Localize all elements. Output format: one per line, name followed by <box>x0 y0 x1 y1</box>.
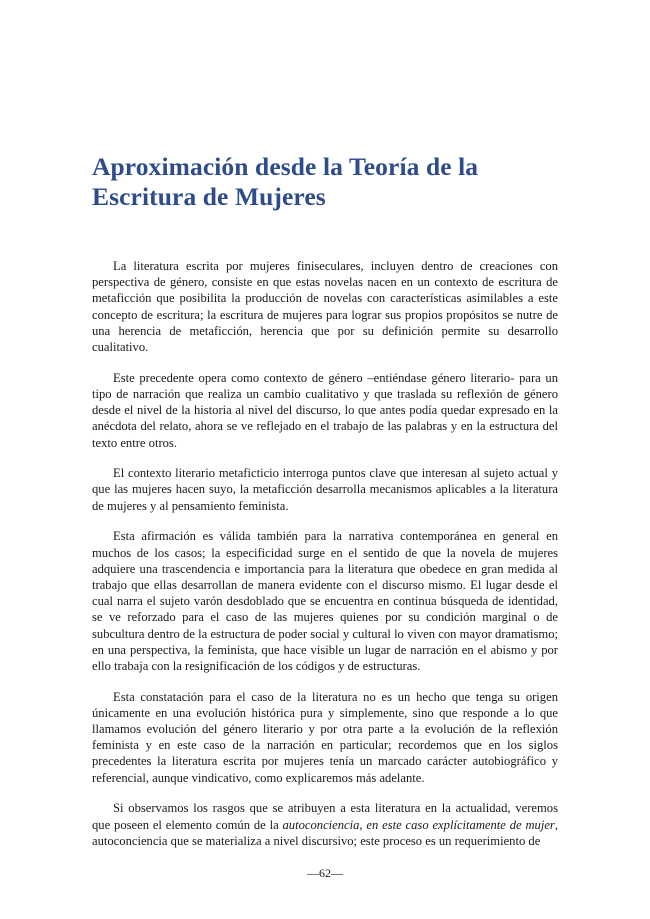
page-number: —62— <box>307 866 343 880</box>
paragraph-5: Esta constatación para el caso de la literatura no es un hecho que tenga su origen únicamente en una evolución histórica pura y simplemente, sino que responde a lo que llamamos evolución del género literario y por otra parte a la evolución de la reflexión feminista y en este caso de la narración en particular; recordemos que en los siglos precedentes la literatura escrita por mujeres tenía un marcado carácter autobiográfico y referencial, aunque vindicativo, como explicaremos más adelante. <box>92 689 558 785</box>
paragraph-4: Esta afirmación es válida también para la narrativa contemporánea en general en muchos de los casos; la especificidad surge en el sentido de que la novela de mujeres adquiere una trascendencia e importancia para la literatura que obedece en gran medida al trabajo que ellas desarrollan de manera evidente con el discurso mismo. El lugar desde el cual narra el sujeto varón desdoblado que se encuentra en continua búsqueda de identidad, se ve reforzado para el caso de las mujeres quienes por su condición marginal o de subcultura dentro de la estructura de poder social y cultural lo viven con mayor dramatismo; en una perspectiva, la feminista, que hace visible un lugar de narración en el abismo y por ello trabaja con la resignificación de los códigos y de estructuras. <box>92 529 558 673</box>
paragraph-2: Este precedente opera como contexto de género –entiéndase género literario- para un tipo de narración que realiza un cambio cualitativo y que traslada su reflexión de género desde el nivel de la historia al nivel del discurso, lo que antes podía quedar expresado en la anécdota del relato, ahora se ve reflejado en el trabajo de las palabras y en la estructura del texto entre otros. <box>92 370 558 450</box>
paragraph-6-end: , autoconciencia que se materializa a nivel discursivo; este proceso es un requerimiento de <box>92 817 558 848</box>
chapter-title: Aproximación desde la Teoría de la Escritura de Mujeres <box>92 152 479 211</box>
emphasis-text: autoconciencia, en este caso explícitamente de mujer <box>282 817 555 832</box>
paragraph-3: El contexto literario metaficticio interroga puntos clave que interesan al sujeto actual y que las mujeres hacen suyo, la metaficción desarrolla mecanismos aplicables a la literatura de mujeres y al pensamiento feminista. <box>92 466 558 513</box>
paragraph-6 <box>92 800 558 849</box>
paragraph-6-start: Si observamos los rasgos que se atribuyen a esta literatura en la actualidad, veremos que poseen el elemento común de la <box>92 801 558 832</box>
paragraph-1: La literatura escrita por mujeres finiseculares, incluyen dentro de creaciones con perspectiva de género, consiste en que estas novelas nacen en un contexto de escritura de metaficción que posibilita la producción de novelas con características asimilables a este concepto de escritura; la escritura de mujeres para lograr sus propios propósitos se nutre de una herencia de metaficción, herencia que por su definición permite su desarrollo cualitativo. <box>92 259 558 355</box>
body-text <box>92 258 558 849</box>
